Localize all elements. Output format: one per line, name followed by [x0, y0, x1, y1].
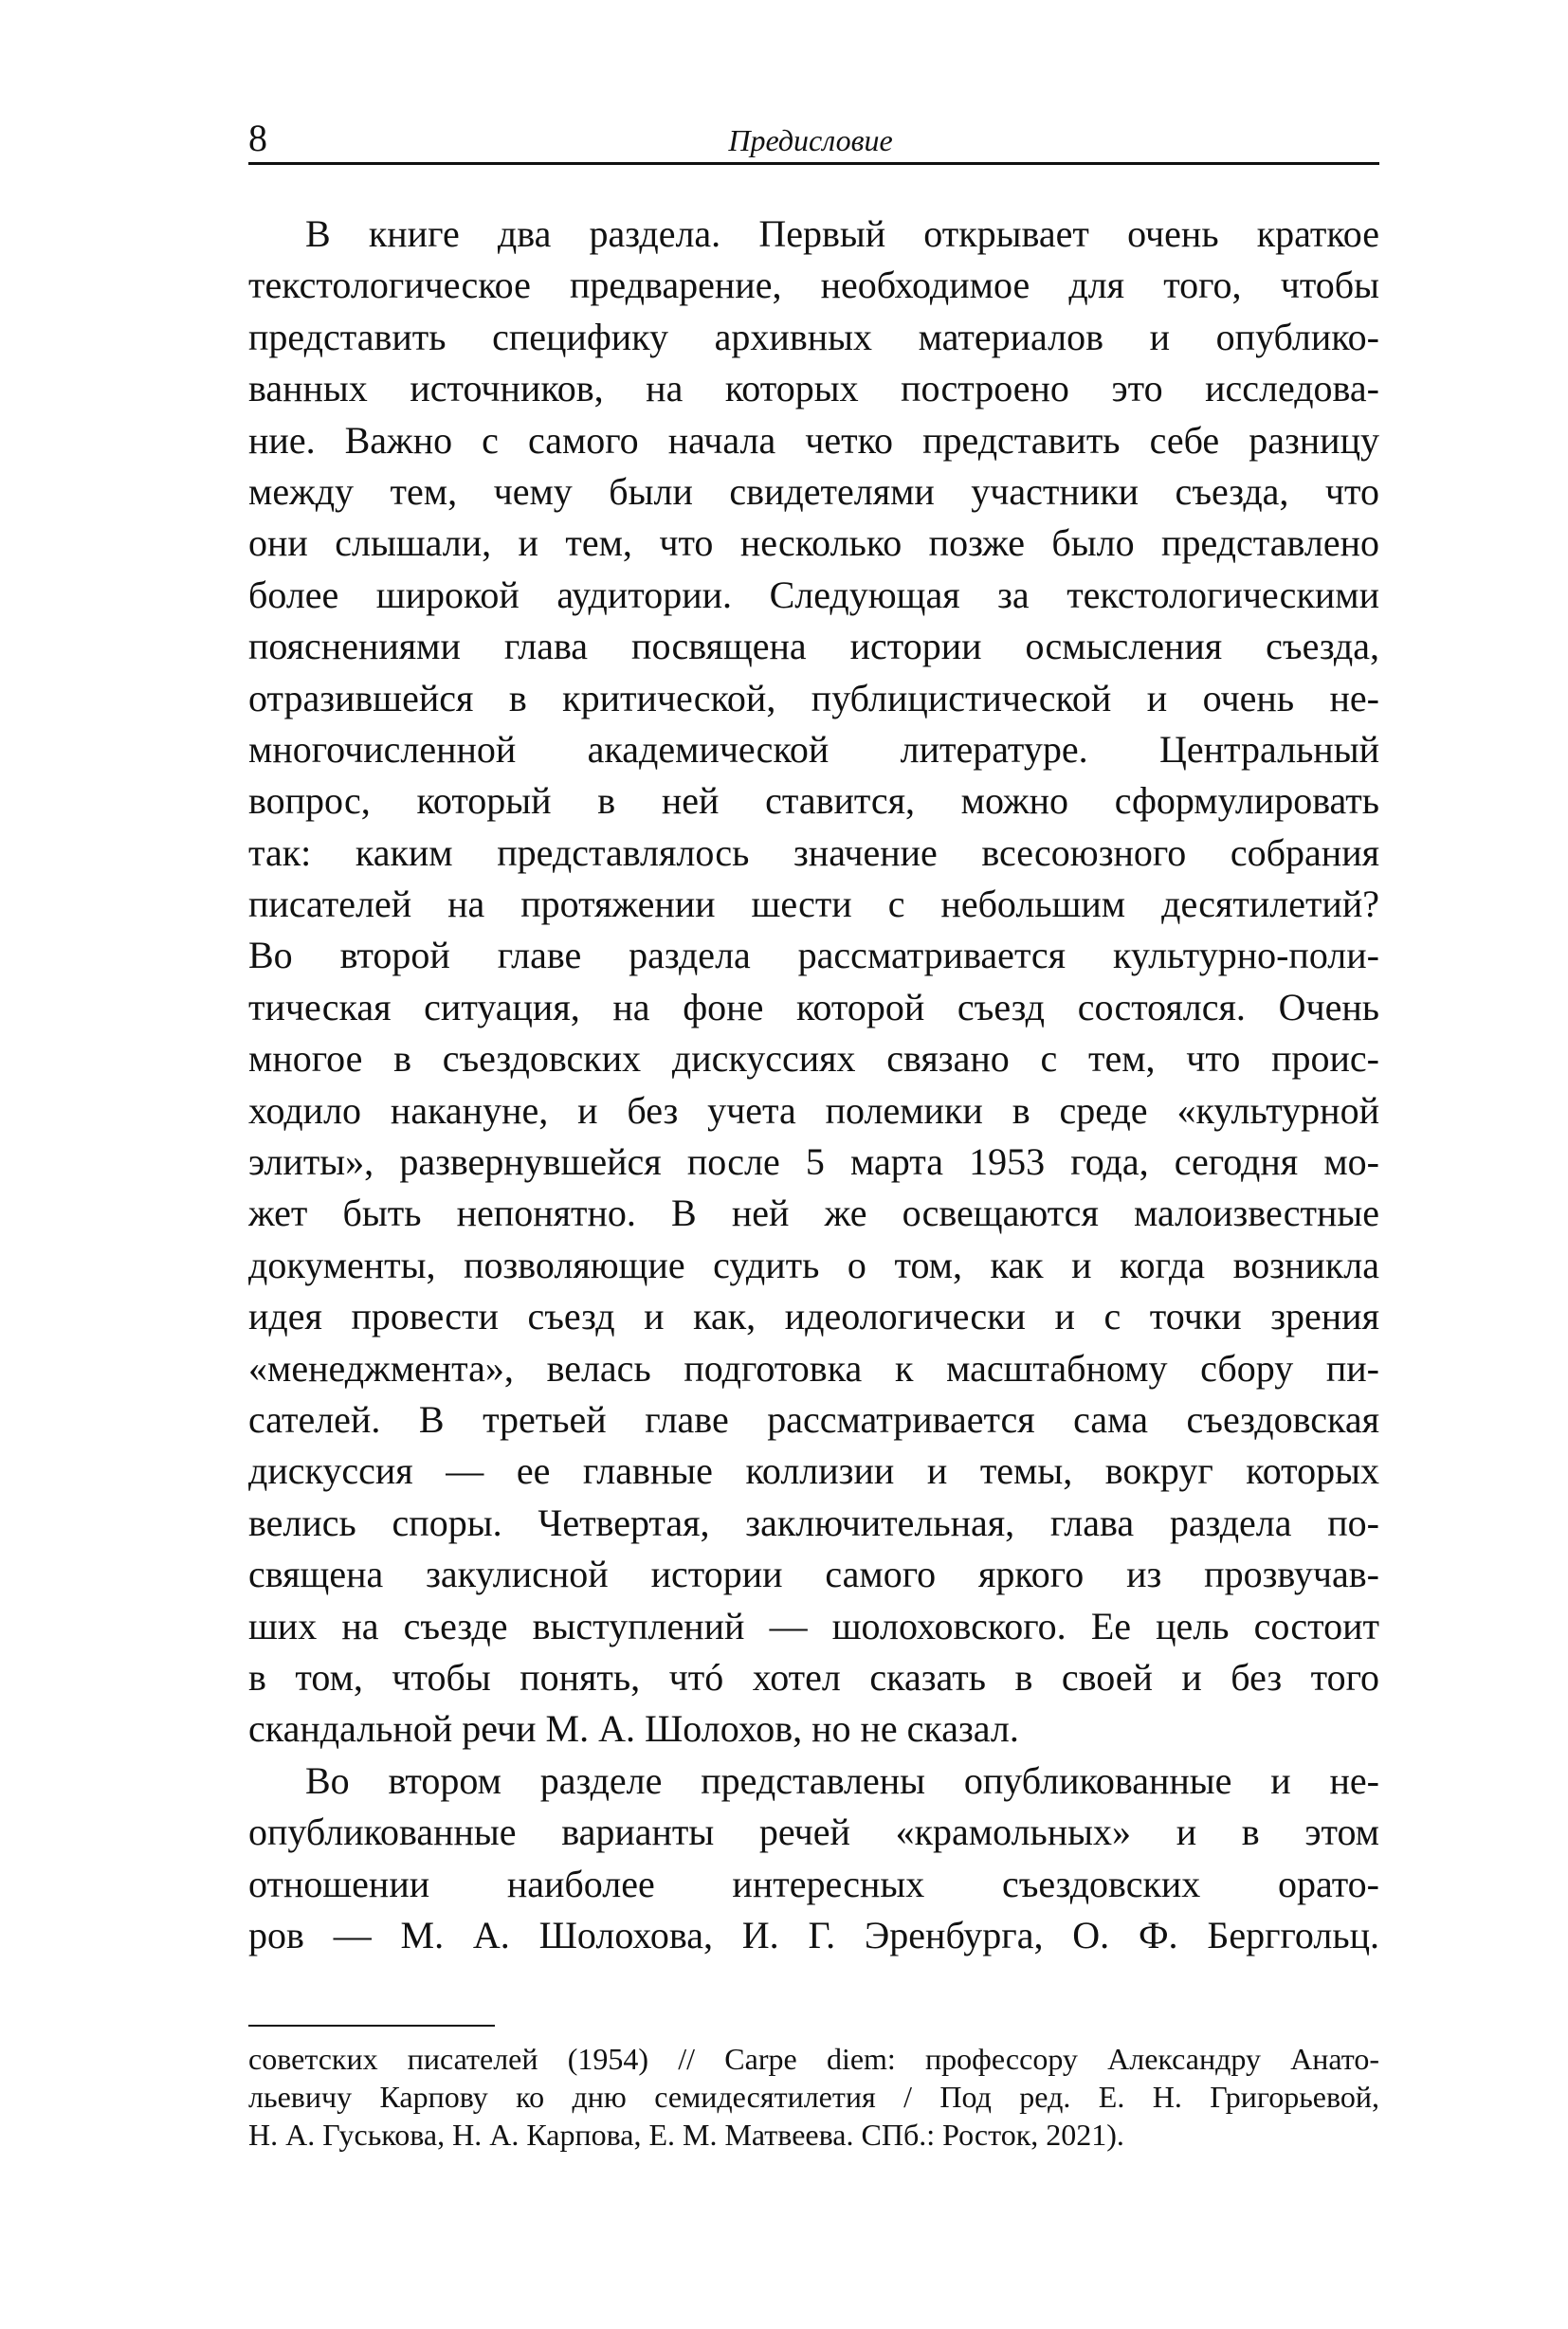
paragraph-1-line: элиты», развернувшейся после 5 марта 1953 года, сегодня мо- — [248, 1140, 1379, 1184]
footnote-line: льевичу Карпову ко дню семидесятилетия / Под ред. Е. Н. Григорьевой, — [248, 2080, 1379, 2114]
header-rule — [248, 162, 1379, 165]
paragraph-1-line: идея провести съезд и как, идеологически и с точки зрения — [248, 1295, 1379, 1338]
paragraph-2-line: Во втором разделе представлены опубликованные и не- — [305, 1758, 1379, 1802]
paragraph-1-line: отразившейся в критической, публицистической и очень не- — [248, 676, 1379, 719]
paragraph-1-line: многое в съездовских дискуссиях связано с тем, что проис- — [248, 1037, 1379, 1081]
paragraph-1-line: текстологическое предварение, необходимое для того, чтобы — [248, 264, 1379, 307]
footnote — [248, 2040, 1379, 2154]
page-number: 8 — [248, 117, 267, 159]
paragraph-1-line: пояснениями глава посвящена истории осмысления съезда, — [248, 625, 1379, 668]
paragraph-1-line: многочисленной академической литературе. Центральный — [248, 727, 1379, 771]
paragraph-1-line: между тем, чему были свидетелями участники съезда, что — [248, 469, 1379, 513]
paragraph-1-line: скандальной речи М. А. Шолохов, но не сказал. — [248, 1707, 1019, 1751]
footnote-rule — [248, 2025, 495, 2027]
paragraph-2-line: опубликованные варианты речей «крамольных» и в этом — [248, 1810, 1379, 1854]
paragraph-1-line: в том, чтобы понять, чтó хотел сказать в своей и без того — [248, 1655, 1379, 1699]
footnote-line: Н. А. Гуськова, Н. А. Карпова, Е. М. Матвеева. СПб.: Росток, 2021). — [248, 2118, 1124, 2152]
paragraph-1-line: они слышали, и тем, что несколько позже было представлено — [248, 521, 1379, 565]
paragraph-1-line: «менеджмента», велась подготовка к масштабному сбору пи- — [248, 1346, 1379, 1390]
paragraph-1-line: тическая ситуация, на фоне которой съезд состоялся. Очень — [248, 985, 1379, 1028]
body-text — [248, 209, 1379, 1961]
paragraph-1-line: ние. Важно с самого начала четко представить себе разницу — [248, 418, 1379, 462]
paragraph-1-line: более широкой аудитории. Следующая за текстологическими — [248, 573, 1379, 616]
paragraph-1-line: дискуссия — ее главные коллизии и темы, вокруг которых — [248, 1449, 1379, 1493]
paragraph-1-line: писателей на протяжении шести с небольшим десятилетий? — [248, 882, 1379, 926]
paragraph-2-line: отношении наиболее интересных съездовских орато- — [248, 1862, 1379, 1905]
paragraph-1-line: ходило накануне, и без учета полемики в среде «культурной — [248, 1088, 1379, 1132]
paragraph-1-line: ванных источников, на которых построено это исследова- — [248, 367, 1379, 410]
paragraph-1-line: жет быть непонятно. В ней же освещаются малоизвестные — [248, 1192, 1379, 1235]
paragraph-1-line: велись споры. Четвертая, заключительная, глава раздела по- — [248, 1501, 1379, 1544]
paragraph-1-line: священа закулисной истории самого яркого из прозвучав- — [248, 1553, 1379, 1596]
paragraph-1-line: В книге два раздела. Первый открывает очень краткое — [305, 212, 1379, 255]
paragraph-1-line: вопрос, который в ней ставится, можно сформулировать — [248, 779, 1379, 823]
paragraph-2-line: ров — М. А. Шолохова, И. Г. Эренбурга, О. Ф. Берггольц. — [248, 1913, 1379, 1956]
footnote-line: советских писателей (1954) // Carpe diem: профессору Александру Анато- — [248, 2042, 1379, 2076]
running-title: Предисловие — [728, 123, 893, 157]
paragraph-1-line: ших на съезде выступлений — шолоховского. Ее цель состоит — [248, 1604, 1379, 1647]
paragraph-1-line: Во второй главе раздела рассматривается культурно-поли- — [248, 934, 1379, 977]
paragraph-1-line: сателей. В третьей главе рассматривается сама съездовская — [248, 1397, 1379, 1441]
paragraph-1-line: представить специфику архивных материалов и опублико- — [248, 315, 1379, 358]
paragraph-1-line: документы, позволяющие судить о том, как и когда возникла — [248, 1243, 1379, 1286]
paragraph-1-line: так: каким представлялось значение всесоюзного собрания — [248, 830, 1379, 874]
